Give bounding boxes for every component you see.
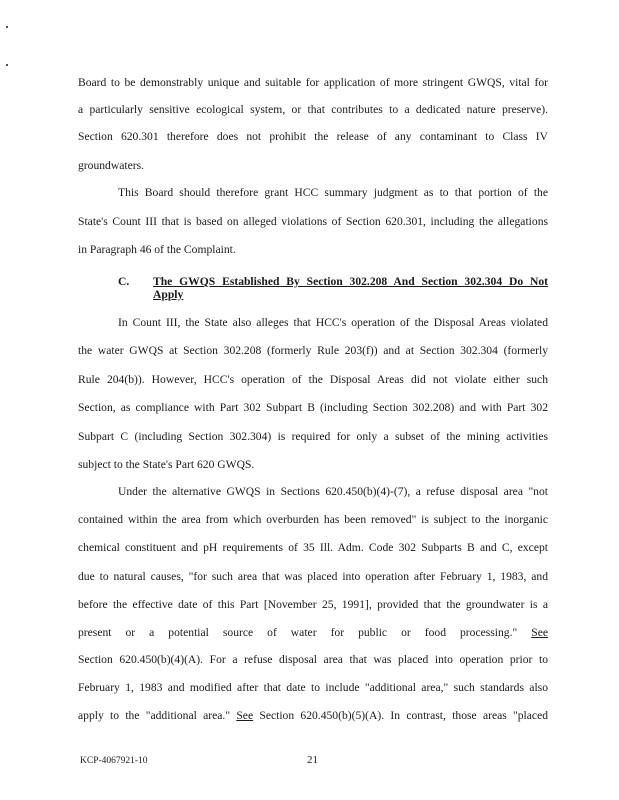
section-heading: The GWQS Established By Section 302.208 And Section 302.304 Do Not [153,275,548,288]
see-signal: See [531,626,548,639]
body-text-line: February 1, 1983 and modified after that date to include "additional area," such standards also [78,681,548,694]
page-number: 21 [307,754,318,766]
body-text-line: Section, as compliance with Part 302 Subpart B (including Section 302.208) and with Part 302 [78,401,548,414]
body-text-line: subject to the State's Part 620 GWQS. [78,458,255,471]
body-text-line: chemical constituent and pH requirements of 35 Ill. Adm. Code 302 Subparts B and C, except [78,541,548,554]
body-text-line: a particularly sensitive ecological system, or that contributes to a dedicated nature preserve). [78,103,548,116]
body-text-line: the water GWQS at Section 302.208 (formerly Rule 203(f)) and at Section 302.304 (formerly [78,344,548,357]
body-text-segment: apply to the "additional area." [78,709,231,722]
body-text-segment: Section 620.450(b)(5)(A). In contrast, those areas "placed [259,709,549,722]
body-text-line: groundwaters. [78,159,145,172]
body-text-line: This Board should therefore grant HCC summary judgment as to that portion of the [118,186,548,199]
body-text-line [78,626,548,640]
scan-speck [6,64,8,66]
body-text-line: In Count III, the State also alleges that HCC's operation of the Disposal Areas violated [118,316,548,329]
body-text-line: Section 620.450(b)(4)(A). For a refuse disposal area that was placed into operation prior to [78,653,548,666]
body-text-line: Rule 204(b)). However, HCC's operation of the Disposal Areas did not violate either such [78,373,548,386]
section-letter: C. [118,275,130,288]
body-text-line: before the effective date of this Part [November 25, 1991], provided that the groundwater is a [78,598,548,611]
body-text-line: Section 620.301 therefore does not prohibit the release of any contaminant to Class IV [78,130,548,143]
section-heading: Apply [153,288,184,301]
body-text-line: Under the alternative GWQS in Sections 620.450(b)(4)-(7), a refuse disposal area "not [118,485,548,498]
body-text-line: in Paragraph 46 of the Complaint. [78,243,236,256]
body-text-segment: present or a potential source of water for public or food processing." [78,626,518,639]
see-signal: See [236,709,254,722]
body-text-line: Subpart C (including Section 302.304) is required for only a subset of the mining activities [78,430,548,443]
body-text-line: Board to be demonstrably unique and suitable for application of more stringent GWQS, vital for [78,76,548,89]
body-text-line: contained within the area from which overburden has been removed" is subject to the inorganic [78,513,548,526]
body-text-line [78,709,548,723]
document-id: KCP-4067921-10 [80,756,148,766]
body-text-line: State's Count III that is based on alleged violations of Section 620.301, including the allegations [78,215,548,228]
body-text-line: due to natural causes, "for such area that was placed into operation after February 1, 1983, and [78,570,548,583]
scan-speck [6,26,8,28]
